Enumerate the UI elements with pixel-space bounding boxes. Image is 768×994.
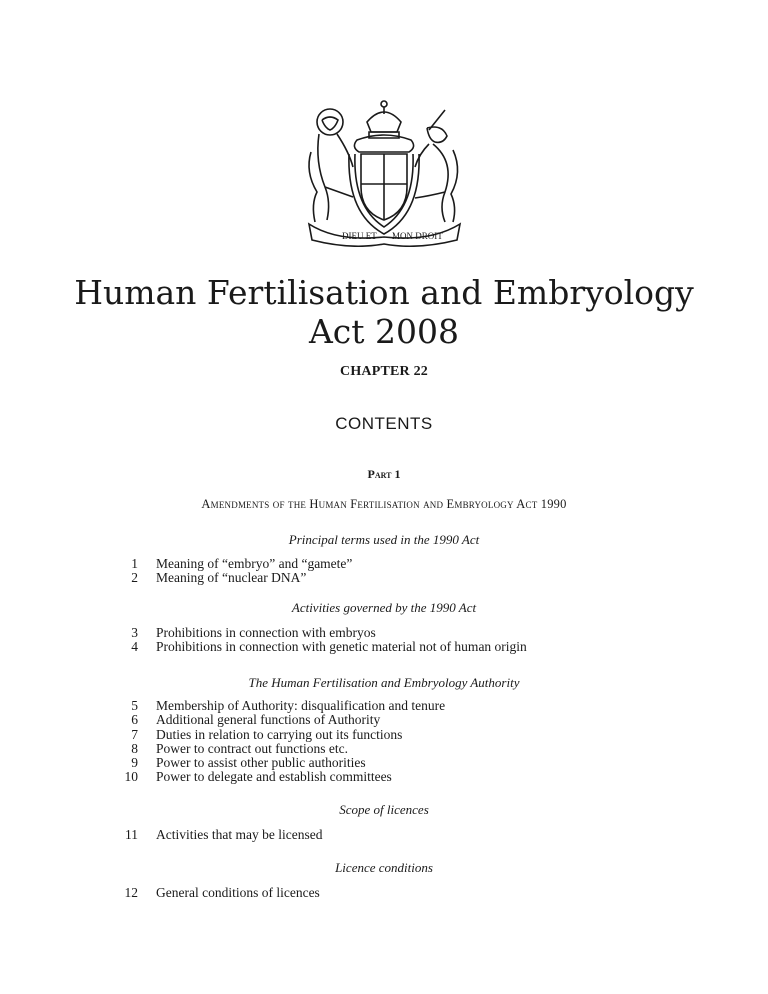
entry-number: 4 [131,639,138,655]
entry-number: 7 [131,726,138,742]
entry-number: 2 [131,570,138,586]
entry-title: Prohibitions in connection with embryos [156,625,376,640]
act-title-line-2: Act 2008 [308,312,460,351]
contents-entry[interactable] [0,571,768,585]
entry-title: General conditions of licences [156,885,320,900]
entry-number: 9 [131,755,138,771]
contents-list [0,626,768,655]
entry-title: Meaning of “embryo” and “gamete” [156,556,353,571]
contents-entry[interactable] [0,886,768,900]
royal-coat-of-arms [297,92,472,247]
entry-number: 10 [124,769,138,785]
contents-entry[interactable] [0,828,768,842]
entry-title: Power to delegate and establish committees [156,769,392,785]
motto-right: MON DROIT [392,231,443,241]
contents-list [0,828,768,842]
entry-number: 1 [131,556,138,571]
contents-entry[interactable] [0,713,768,727]
contents-list [0,557,768,586]
section-heading: Scope of licences [339,802,429,817]
entry-title: Additional general functions of Authority [156,712,381,728]
entry-title: Activities that may be licensed [156,827,323,842]
section-heading: Licence conditions [335,860,433,875]
contents-entry[interactable] [0,742,768,756]
contents-heading: CONTENTS [335,414,433,433]
entry-title: Meaning of “nuclear DNA” [156,570,307,586]
entry-title: Power to assist other public authorities [156,755,366,771]
contents-entry[interactable] [0,728,768,742]
act-title-line-1: Human Fertilisation and Embryology [74,273,694,312]
section-heading: The Human Fertilisation and Embryology Authority [248,675,520,690]
part-label: Part 1 [367,467,401,481]
contents-entry[interactable] [0,770,768,784]
contents-list [0,886,768,900]
contents-entry[interactable] [0,699,768,713]
motto-left: DIEU ET [342,231,377,241]
contents-entry[interactable] [0,626,768,640]
contents-entry[interactable] [0,557,768,571]
entry-number: 12 [124,885,138,900]
section-heading: Principal terms used in the 1990 Act [288,532,480,547]
contents-entry[interactable] [0,640,768,654]
part-heading: Amendments of the Human Fertilisation and Embryology Act 1990 [201,497,567,511]
entry-title: Membership of Authority: disqualification and tenure [156,698,446,713]
entry-number: 8 [131,740,138,756]
entry-number: 11 [125,827,138,842]
entry-title: Power to contract out functions etc. [156,740,348,756]
entry-title: Prohibitions in connection with genetic material not of human origin [156,639,527,655]
entry-number: 5 [131,698,138,713]
contents-list [0,699,768,785]
entry-number: 6 [131,712,138,728]
entry-number: 3 [131,625,138,640]
section-heading: Activities governed by the 1990 Act [291,600,477,615]
chapter-number: CHAPTER 22 [340,364,428,379]
entry-title: Duties in relation to carrying out its functions [156,726,403,742]
contents-entry[interactable] [0,756,768,770]
